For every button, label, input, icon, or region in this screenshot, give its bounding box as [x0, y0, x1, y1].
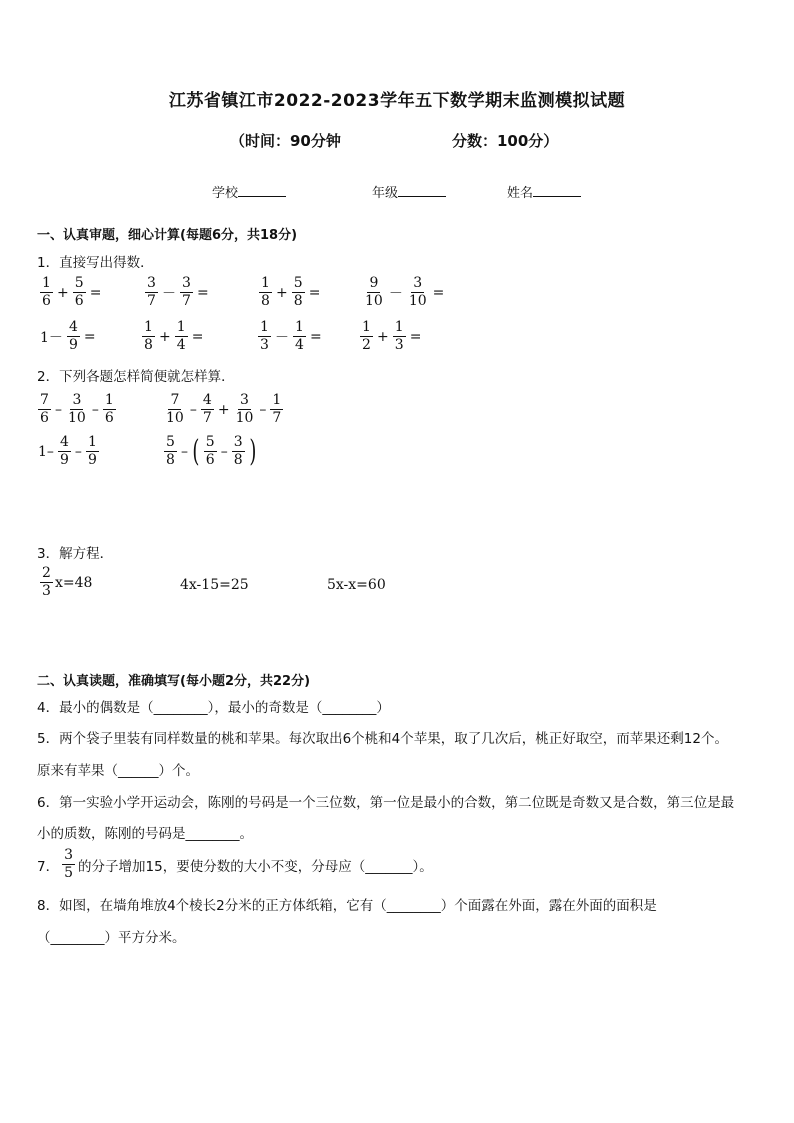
numerator: 1 [293, 320, 306, 337]
school-field [212, 182, 286, 201]
exam-score: 分数：100分） [452, 132, 559, 150]
page-title: 江苏省镇江市2022-2023学年五下数学期末监测模拟试题 [168, 91, 626, 111]
denominator: 2 [362, 337, 371, 353]
operator: + [276, 284, 288, 301]
fraction [258, 320, 271, 353]
operator: – [181, 443, 188, 460]
name-blank[interactable] [533, 184, 581, 197]
denominator: 7 [272, 410, 282, 426]
operator: – [55, 401, 62, 418]
operator: + [217, 401, 230, 418]
denominator: 10 [235, 410, 254, 426]
fraction [201, 393, 214, 426]
q1-expr-5 [38, 320, 98, 353]
name-field [507, 182, 581, 201]
fraction [293, 320, 306, 353]
q1-expr-2 [143, 276, 211, 309]
fraction [73, 276, 86, 309]
numerator: 7 [168, 393, 181, 410]
fraction [360, 320, 373, 353]
denominator: 9 [87, 452, 97, 468]
numerator: 5 [73, 276, 86, 293]
school-label: 学校 [212, 186, 239, 201]
section1-heading: 一、认真审题，细心计算(每题6分，共18分) [37, 228, 298, 243]
numerator: 3 [180, 276, 193, 293]
fraction [234, 393, 256, 426]
numerator: 1 [360, 320, 373, 337]
q3-eq1-numerator: 2 [40, 566, 53, 583]
q2-expr-1 [36, 393, 118, 426]
numerator: 3 [70, 393, 83, 410]
denominator: 8 [233, 452, 243, 468]
denominator: 10 [166, 410, 184, 426]
denominator: 3 [394, 337, 404, 353]
denominator: 6 [40, 410, 49, 426]
q2-expr-4 [162, 435, 258, 468]
q7-fraction [62, 848, 75, 881]
denominator: 6 [74, 293, 84, 309]
numerator: 4 [201, 393, 214, 410]
q5-text-line2: 原来有苹果（______）个。 [37, 763, 199, 779]
numerator: 4 [67, 320, 80, 337]
denominator: 10 [408, 293, 427, 309]
numerator: 5 [164, 435, 177, 452]
numerator: 5 [292, 276, 305, 293]
fraction [164, 393, 186, 426]
q1-expr-1 [38, 276, 103, 309]
numerator: 1 [258, 320, 271, 337]
fraction [145, 276, 158, 309]
operator: = [89, 284, 102, 301]
denominator: 6 [42, 293, 51, 309]
q1-title: 1．直接写出得数． [37, 255, 154, 271]
grade-field [372, 182, 446, 201]
numerator: 1 [142, 320, 155, 337]
q3-title: 3．解方程． [37, 546, 114, 562]
fraction [232, 435, 245, 468]
school-blank[interactable] [238, 184, 286, 197]
q3-eq1-fraction [40, 566, 53, 599]
q3-eq-3: 5x-x=60 [327, 577, 386, 593]
q5-text-line1: 5．两个袋子里装有同样数量的桃和苹果。每次取出6个桃和4个苹果，取了几次后，桃正好取空，而苹果还剩12个。 [37, 731, 728, 747]
operator: – [189, 401, 197, 418]
fraction [180, 276, 193, 309]
operator: = [310, 328, 322, 345]
q2-expr-2 [162, 393, 285, 426]
fraction [103, 393, 116, 426]
fraction [40, 276, 53, 309]
numerator: 1 [86, 435, 99, 452]
numerator: 3 [238, 393, 251, 410]
denominator: 3 [260, 337, 269, 353]
operator: – [220, 443, 228, 460]
section2-heading: 二、认真读题，准确填写(每小题2分，共22分) [37, 674, 311, 689]
operator: + [377, 328, 389, 345]
q7-denominator: 5 [64, 865, 74, 881]
q1-expr-6 [140, 320, 205, 353]
numerator: 1 [259, 276, 272, 293]
denominator: 8 [261, 293, 270, 309]
operator: – [74, 443, 82, 460]
q3-eq1-denominator: 3 [42, 583, 51, 599]
q1-expr-7 [256, 320, 324, 353]
denominator: 8 [293, 293, 303, 309]
numerator: 9 [367, 276, 380, 293]
operator: + [57, 284, 69, 301]
fraction [204, 435, 217, 468]
q3-eq-1 [38, 566, 92, 599]
operator: 1－ [40, 329, 63, 346]
q4-text: 4．最小的偶数是（________），最小的奇数是（________） [37, 700, 390, 716]
denominator: 9 [68, 337, 78, 353]
fraction [66, 393, 88, 426]
operator: = [432, 284, 445, 301]
numerator: 1 [40, 276, 53, 293]
numerator: 1 [103, 393, 116, 410]
denominator: 6 [205, 452, 215, 468]
numerator: 3 [145, 276, 158, 293]
operator: – [91, 401, 99, 418]
denominator: 10 [68, 410, 86, 426]
operator: － [162, 285, 176, 302]
fraction [407, 276, 429, 309]
fraction [363, 276, 385, 309]
fraction [67, 320, 80, 353]
fraction [164, 435, 177, 468]
denominator: 6 [104, 410, 114, 426]
q7-suffix: 的分子增加15，要使分数的大小不变，分母应（_______）。 [78, 858, 433, 875]
numerator: 1 [270, 393, 283, 410]
denominator: 8 [166, 452, 175, 468]
denominator: 7 [147, 293, 156, 309]
operator: 1– [38, 443, 54, 460]
q3-eq-2: 4x-15=25 [180, 577, 249, 593]
name-label: 姓名 [507, 186, 534, 201]
operator: = [83, 328, 96, 345]
denominator: 7 [182, 293, 191, 309]
q7-prefix: 7． [37, 858, 60, 875]
denominator: 9 [59, 452, 69, 468]
numerator: 3 [232, 435, 245, 452]
q1-expr-3 [257, 276, 322, 309]
denominator: 4 [295, 337, 304, 353]
fraction [58, 435, 71, 468]
fraction [86, 435, 99, 468]
fraction [175, 320, 188, 353]
numerator: 4 [58, 435, 71, 452]
fraction [270, 393, 283, 426]
fraction [142, 320, 155, 353]
exam-time: （时间：90分钟 [230, 132, 341, 150]
numerator: 1 [175, 320, 188, 337]
fraction [259, 276, 272, 309]
denominator: 10 [365, 293, 383, 309]
q7-text [37, 848, 433, 881]
grade-label: 年级 [372, 186, 399, 201]
parenthesis: ( [192, 433, 200, 469]
operator: = [409, 328, 422, 345]
operator: = [197, 284, 209, 301]
q1-expr-8 [358, 320, 423, 353]
numerator: 1 [393, 320, 406, 337]
q2-expr-3 [36, 435, 101, 468]
denominator: 7 [202, 410, 212, 426]
operator: + [159, 328, 171, 345]
numerator: 7 [38, 393, 51, 410]
q1-expr-4 [361, 276, 446, 309]
fraction [38, 393, 51, 426]
q8-text-line1: 8．如图，在墙角堆放4个棱长2分米的正方体纸箱，它有（________）个面露在外面，露在外面的面积是 [37, 898, 657, 914]
operator: － [388, 285, 403, 302]
q6-text-line1: 6．第一实验小学开运动会，陈刚的号码是一个三位数，第一位是最小的合数，第二位既是奇数又是合数，第三位是最 [37, 795, 735, 811]
operator: – [259, 401, 267, 418]
operator: = [308, 284, 321, 301]
q6-text-line2: 小的质数，陈刚的号码是________。 [37, 826, 253, 842]
operator: = [191, 328, 204, 345]
q2-title: 2．下列各题怎样简便就怎样算． [37, 369, 235, 385]
fraction [393, 320, 406, 353]
q7-numerator: 3 [64, 847, 74, 863]
q3-eq1-rest: x=48 [55, 574, 93, 591]
numerator: 5 [204, 435, 217, 452]
denominator: 4 [176, 337, 186, 353]
fraction [292, 276, 305, 309]
q8-text-line2: （________）平方分米。 [37, 930, 186, 946]
grade-blank[interactable] [398, 184, 446, 197]
parenthesis: ) [249, 433, 257, 469]
denominator: 8 [144, 337, 153, 353]
operator: － [275, 329, 289, 346]
numerator: 3 [411, 276, 424, 293]
